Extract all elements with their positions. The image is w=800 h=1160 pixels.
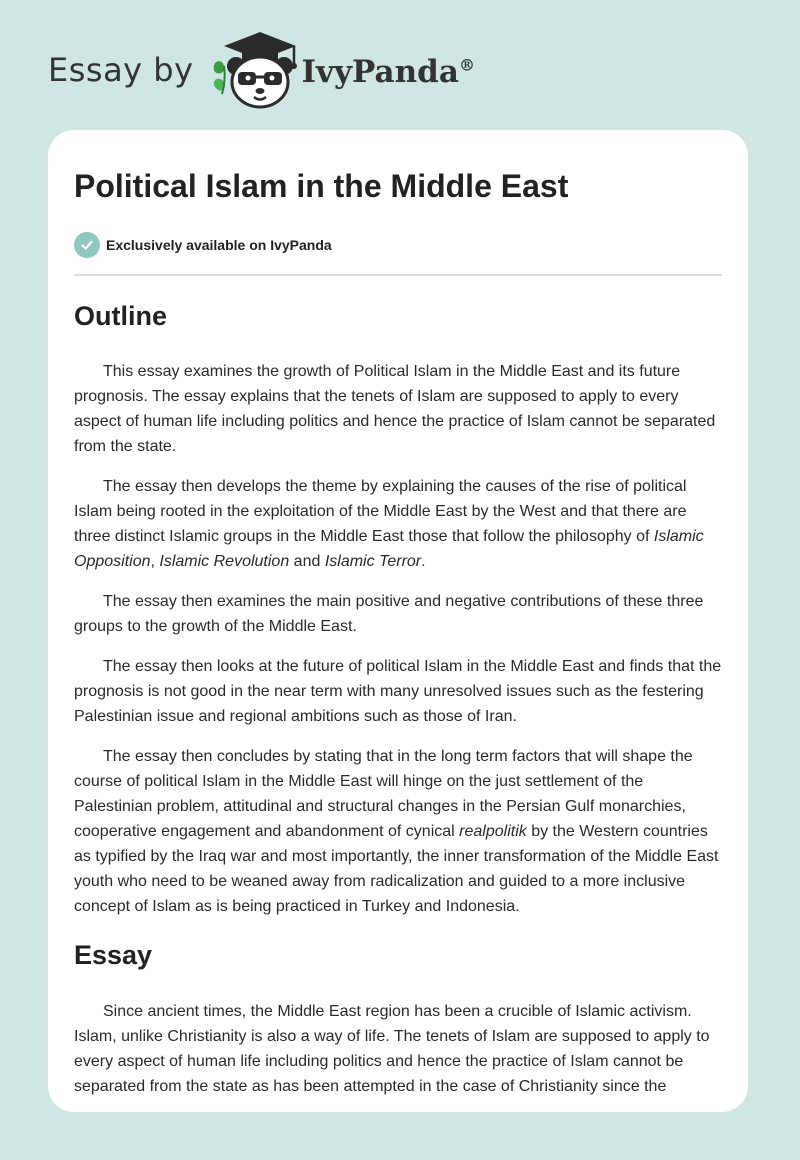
outline-p2-sep1: , bbox=[150, 553, 160, 570]
essay-body bbox=[74, 999, 722, 1099]
registered-mark: ® bbox=[458, 55, 475, 75]
panda-graduate-icon bbox=[210, 30, 300, 110]
check-circle-icon bbox=[74, 232, 100, 258]
exclusive-badge bbox=[74, 232, 722, 258]
outline-heading: Outline bbox=[74, 301, 167, 331]
ivypanda-logo[interactable] bbox=[210, 30, 475, 110]
site-header bbox=[48, 30, 475, 110]
outline-body bbox=[74, 359, 722, 919]
brand-name bbox=[302, 54, 475, 90]
outline-paragraph-1: This essay examines the growth of Political Islam in the Middle East and its future prognosis. The essay explains that the tenets of Islam are supposed to apply to every aspect of human life including politics and hence the practice of Islam cannot be separated from the state. bbox=[74, 363, 716, 455]
outline-p2-lead: The essay then develops the theme by explaining the causes of the rise of political Islam being rooted in the exploitation of the Middle East by the West and that there are three distinct Islamic groups in the Middle East those that follow the philosophy of bbox=[74, 478, 687, 545]
outline-p2-end: . bbox=[421, 553, 426, 570]
outline-paragraph-5 bbox=[74, 744, 722, 919]
term-islamic-terror: Islamic Terror bbox=[324, 553, 422, 570]
page-title: Political Islam in the Middle East bbox=[74, 168, 569, 204]
title-divider bbox=[74, 274, 722, 276]
outline-p5-lead: The essay then concludes by stating that in the long term factors that will shape the course of political Islam in the Middle East will hinge on the just settlement of the Palestinian problem, attitudinal and structural changes in the Persian Gulf monarchies, cooperative engagement and abandonment of cynical bbox=[74, 748, 693, 840]
essay-card bbox=[48, 130, 748, 1112]
term-islamic-opposition: Islamic Opposition bbox=[74, 528, 704, 570]
outline-p2-sep2: and bbox=[289, 553, 325, 570]
outline-paragraph-3: The essay then examines the main positive and negative contributions of these three groups to the growth of the Middle East. bbox=[74, 593, 704, 635]
term-islamic-revolution: Islamic Revolution bbox=[159, 553, 290, 570]
brand-text: IvyPanda bbox=[301, 54, 459, 90]
outline-p5-end: by the Western countries as typified by the Iraq war and most importantly, the inner transformation of the Middle East youth who need to be weaned away from radicalization and guided to a more inclusive concept of Islam as is being practiced in Turkey and Indonesia. bbox=[74, 823, 719, 915]
essay-by-label: Essay by bbox=[48, 51, 194, 89]
term-realpolitik: realpolitik bbox=[459, 823, 527, 840]
essay-heading: Essay bbox=[74, 940, 153, 970]
essay-paragraph-1: Since ancient times, the Middle East region has been a crucible of Islamic activism. Islam, unlike Christianity is also a way of life. The tenets of Islam are supposed to apply to every aspect of human life including politics and hence the practice of Islam cannot be separated from the state as has been attempted in the case of Christianity since the bbox=[74, 1003, 710, 1095]
outline-paragraph-4: The essay then looks at the future of political Islam in the Middle East and finds that the prognosis is not good in the near term with many unresolved issues such as the festering Palestinian issue and regional ambitions such as those of Iran. bbox=[74, 658, 722, 725]
exclusive-label: Exclusively available on IvyPanda bbox=[106, 237, 332, 253]
outline-paragraph-2 bbox=[74, 474, 722, 574]
